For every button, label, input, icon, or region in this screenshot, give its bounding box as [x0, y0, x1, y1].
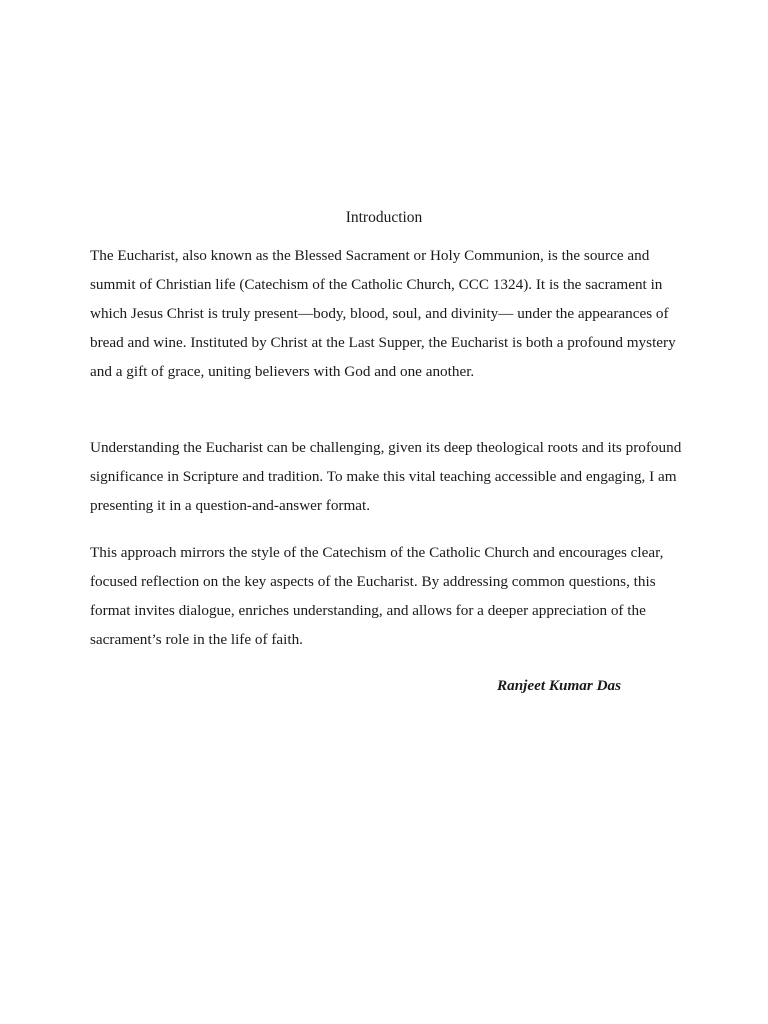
intro-paragraph-2: Understanding the Eucharist can be challenging, given its deep theological roots and its profound significance in Scripture and tradition. To make this vital teaching accessible and engaging, I am presenting it in a question-and-answer format.: [90, 439, 682, 514]
author-signature: Ranjeet Kumar Das: [497, 677, 622, 694]
page-title: Introduction: [345, 209, 423, 226]
intro-paragraph-3: This approach mirrors the style of the Catechism of the Catholic Church and encourages clear, focused reflection on the key aspects of the Eucharist. By addressing common questions, this format invites dialogue, enriches understanding, and allows for a deeper appreciation of the sacrament’s role in the life of faith.: [90, 544, 664, 648]
intro-paragraph-1: The Eucharist, also known as the Blessed Sacrament or Holy Communion, is the source and summit of Christian life (Catechism of the Catholic Church, CCC 1324). It is the sacrament in which Jesus Christ is truly present—body, blood, soul, and divinity— under the appearances of bread and wine. Instituted by Christ at the Last Supper, the Eucharist is both a profound mystery and a gift of grace, uniting believers with God and one another.: [90, 247, 676, 380]
